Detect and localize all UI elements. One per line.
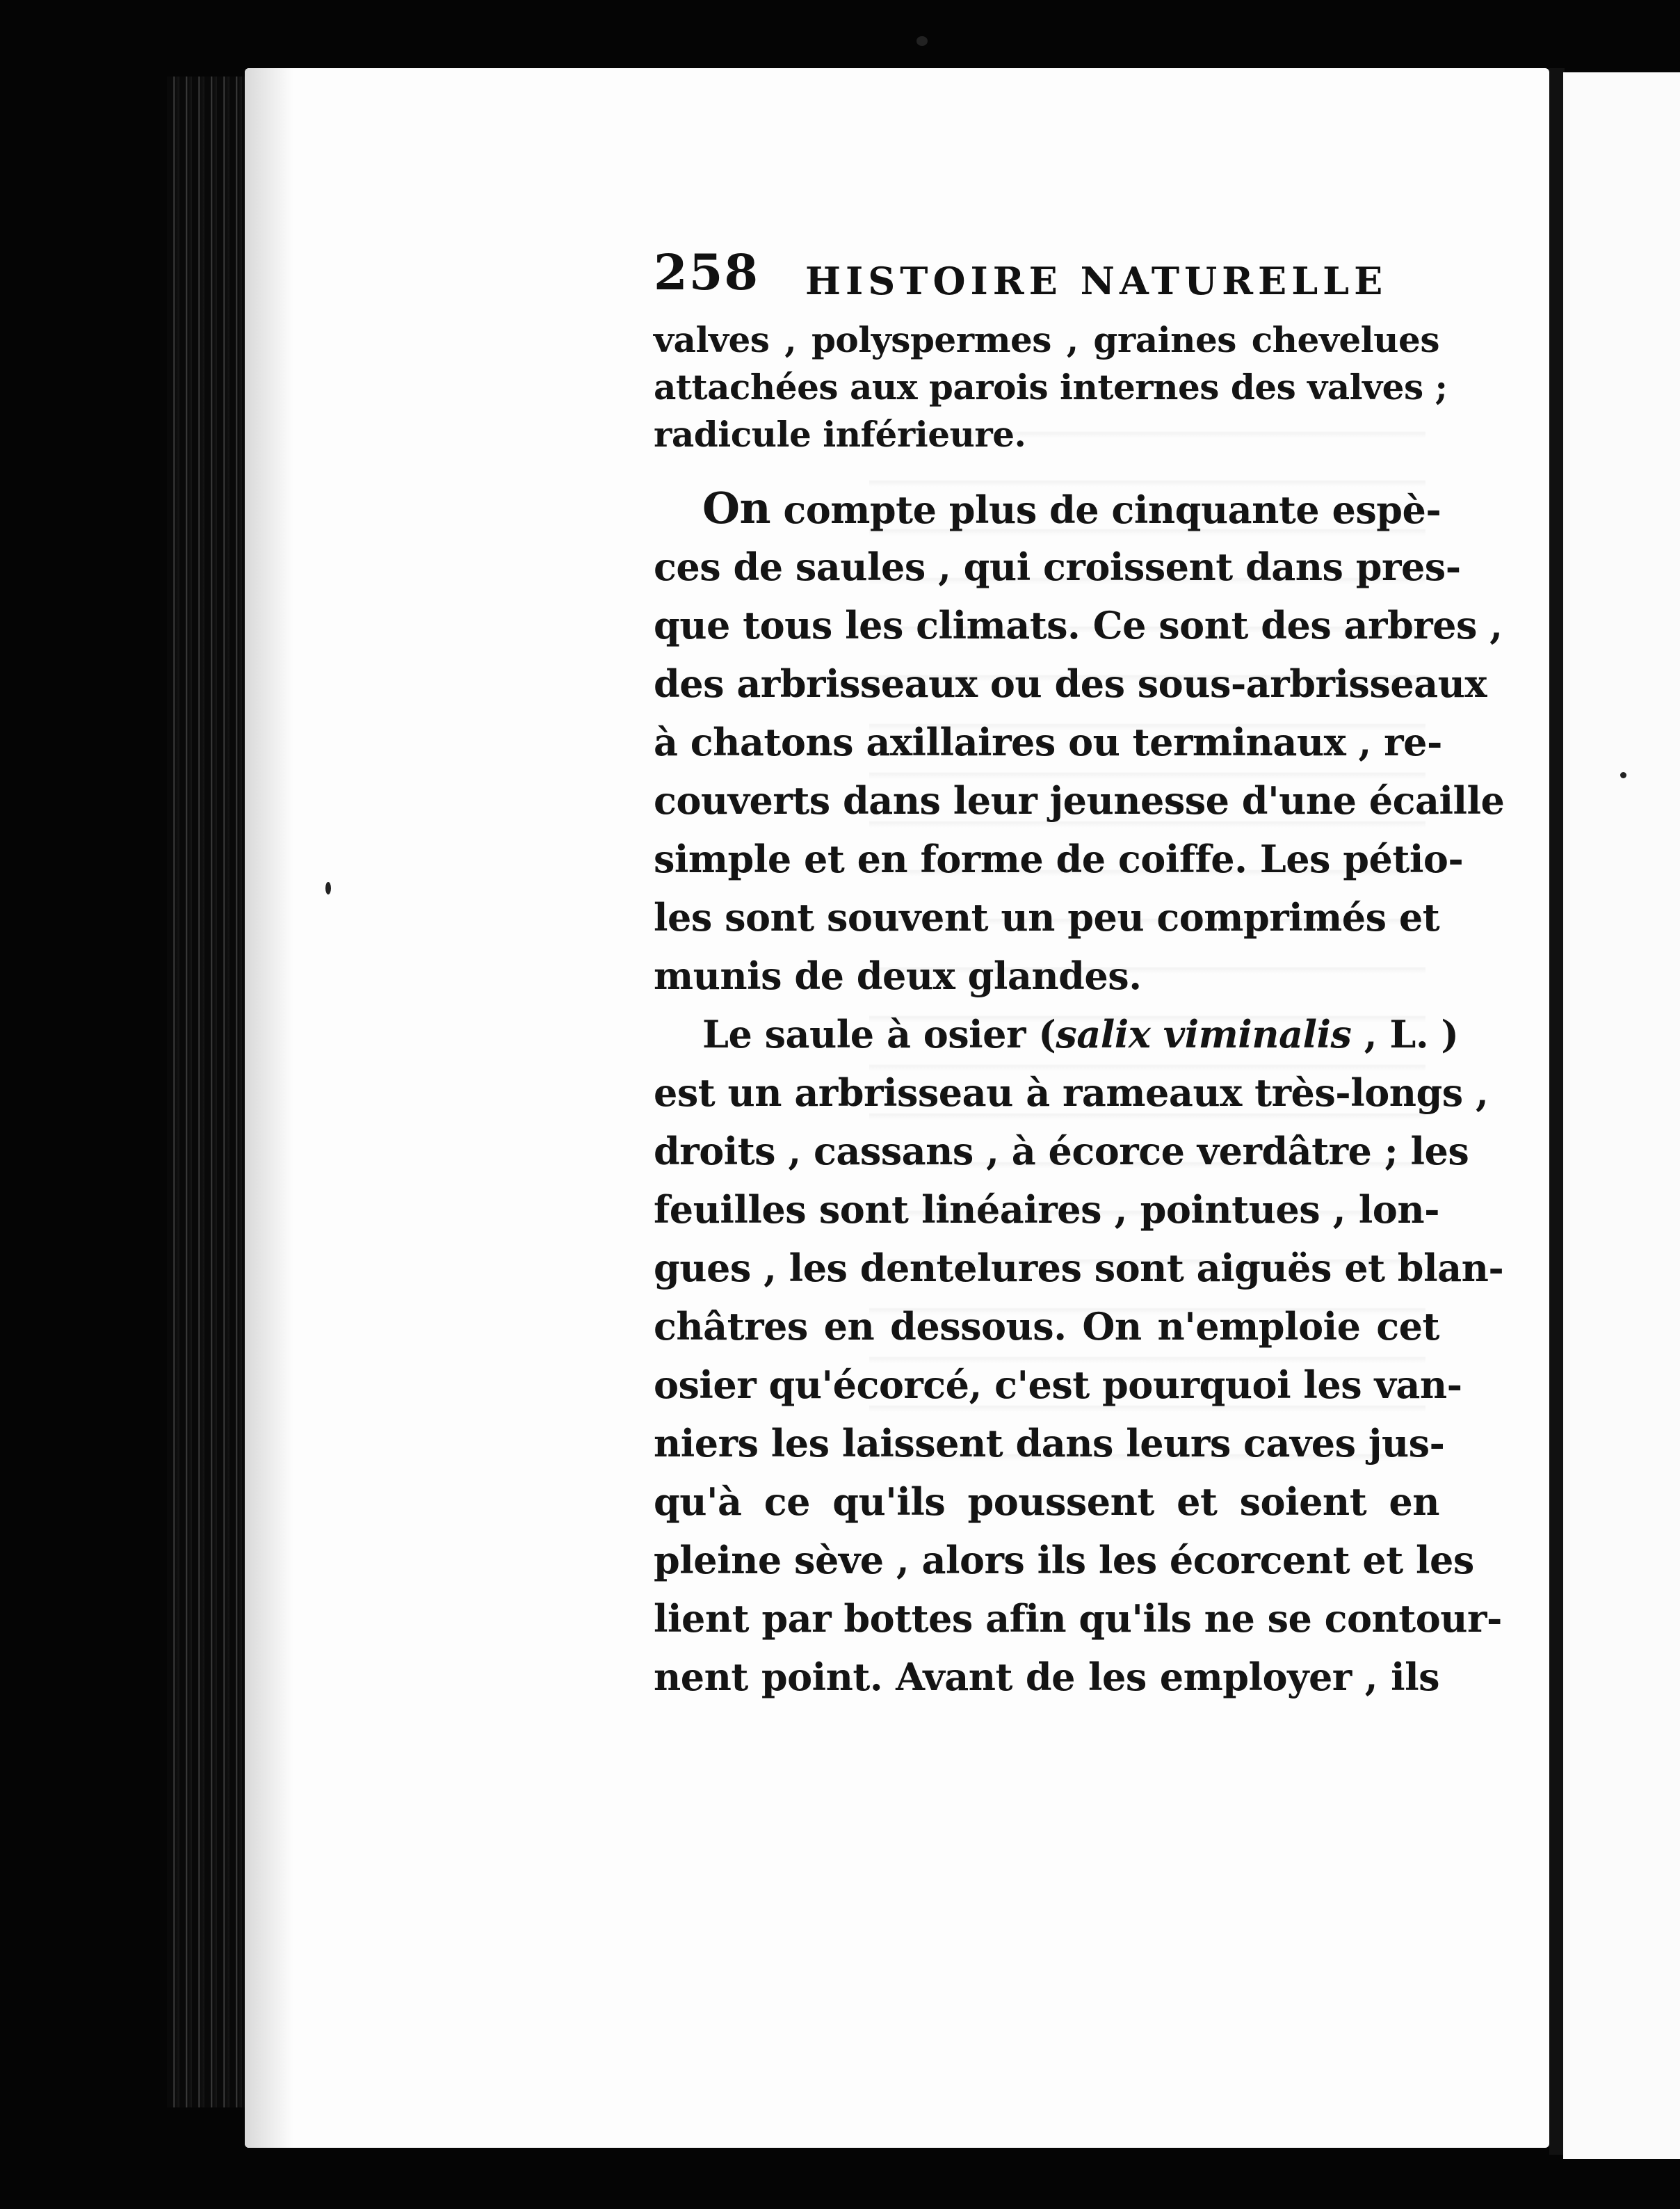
facing-page [1563, 72, 1680, 2159]
page-shadow-edge [245, 68, 293, 2148]
page-edges [167, 77, 257, 2107]
latin-name: salix viminalis [1056, 1012, 1352, 1057]
text-line: qu'à ce qu'ils poussent et soient en [654, 1479, 1439, 1524]
text-line: à chatons axillaires ou terminaux , re- [654, 720, 1442, 764]
text-line: simple et en forme de coiffe. Les pétio- [654, 837, 1464, 881]
continued-paragraph [654, 316, 1448, 458]
text-line: est un arbrisseau à rameaux très-longs , [654, 1070, 1489, 1115]
text-line: ces de saules , qui croissent dans pres- [654, 545, 1461, 589]
text-line: des arbrisseaux ou des sous-arbrisseaux [654, 661, 1487, 706]
text-line: attachées aux parois internes des valves ; [654, 367, 1448, 408]
scan-speck [325, 882, 331, 894]
page-number: 258 [654, 243, 760, 301]
body-text [654, 316, 1505, 1706]
text-line: lient par bottes afin qu'ils ne se contour- [654, 1596, 1502, 1641]
paragraph-species [654, 479, 1505, 1005]
scan-speck [1620, 772, 1626, 778]
text-line: couverts dans leur jeunesse d'une écaille [654, 778, 1505, 823]
text-line: les sont souvent un peu comprimés et [654, 895, 1440, 940]
text-line: munis de deux glandes. [654, 954, 1142, 998]
text-line: niers les laissent dans leurs caves jus- [654, 1421, 1445, 1465]
text-line: On compte plus de cinquante espè- [702, 483, 1441, 533]
running-title: HISTOIRE NATURELLE [805, 259, 1388, 303]
paragraph-saule-osier [654, 1005, 1504, 1706]
text-line: gues , les dentelures sont aiguës et blan- [654, 1246, 1504, 1290]
book-gutter [1549, 68, 1565, 2155]
text-line: nent point. Avant de les employer , ils [654, 1655, 1439, 1699]
text-line: que tous les climats. Ce sont des arbres , [654, 603, 1503, 648]
text-line: pleine sève , alors ils les écorcent et les [654, 1538, 1474, 1582]
text-line: Le saule à osier (salix viminalis , L. ) [702, 1012, 1459, 1057]
page-header [654, 243, 1441, 313]
text-line: droits , cassans , à écorce verdâtre ; les [654, 1129, 1469, 1173]
scan-speck [916, 36, 928, 46]
text-line: feuilles sont linéaires , pointues , lon- [654, 1187, 1439, 1232]
paragraph-initial: On [702, 483, 771, 533]
text-line: radicule inférieure. [654, 414, 1026, 455]
text-line: valves , polyspermes , graines chevelues [654, 319, 1439, 360]
text-line: osier qu'écorcé, c'est pourquoi les van- [654, 1363, 1462, 1407]
text-line: châtres en dessous. On n'emploie cet [654, 1304, 1439, 1349]
